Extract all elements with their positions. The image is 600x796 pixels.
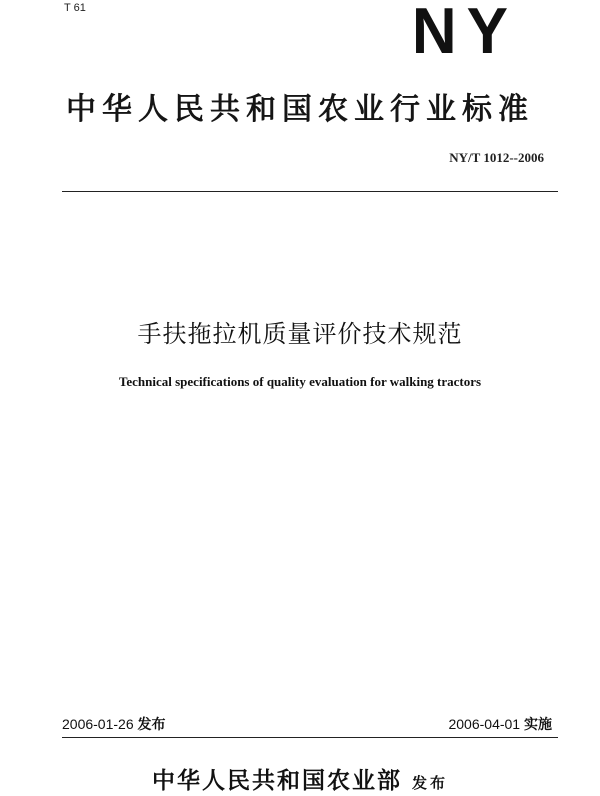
implement-date: 2006-04-01	[448, 716, 521, 732]
publisher-name: 中华人民共和国农业部	[151, 767, 402, 794]
issue-label: 发布	[411, 774, 448, 792]
standard-type-heading: 中华人民共和国农业行业标准	[66, 92, 534, 127]
header-divider	[62, 191, 558, 192]
ics-code: T 61	[64, 2, 86, 14]
publish-date: 2006-01-26	[62, 716, 134, 732]
implement-label: 实施	[524, 716, 552, 732]
publisher-line	[0, 762, 600, 795]
document-title-english: Technical specifications of quality evaluation for walking tractors	[118, 374, 482, 389]
publish-date-line	[62, 714, 166, 734]
ny-logo: NY	[411, 0, 518, 68]
footer-divider	[62, 737, 558, 738]
standard-number: NY/T 1012--2006	[449, 150, 544, 165]
implement-date-line	[448, 714, 552, 734]
document-title-chinese: 手扶拖拉机质量评价技术规范	[137, 320, 463, 348]
publish-label: 发布	[137, 716, 166, 732]
